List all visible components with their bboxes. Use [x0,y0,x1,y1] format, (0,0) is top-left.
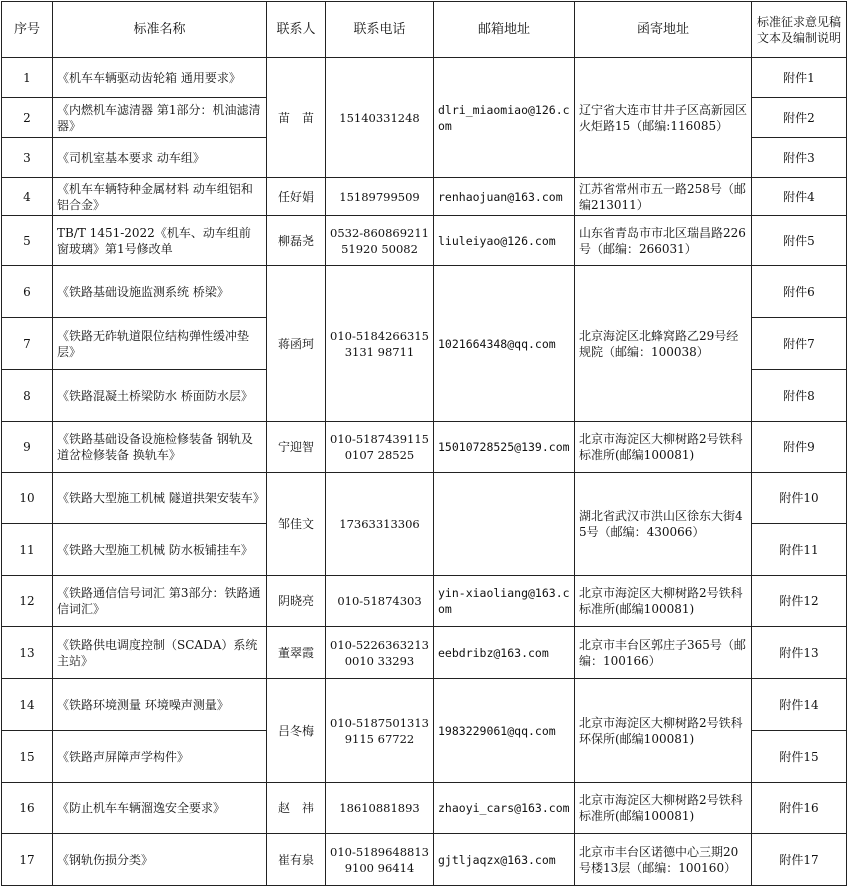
row-seq: 4 [2,178,53,216]
table-row [2,266,847,318]
row-address: 北京市海淀区大柳树路2号铁科标准所(邮编100081) [575,783,752,834]
table-row [2,627,847,679]
row-attachment[interactable]: 附件8 [752,370,847,422]
row-attachment[interactable]: 附件2 [752,98,847,138]
row-address: 辽宁省大连市甘井子区高新园区火炬路15（邮编:116085） [575,58,752,178]
row-email[interactable]: gjtljaqzx@163.com [434,834,575,886]
row-address: 北京市海淀区大柳树路2号铁科标准所(邮编100081) [575,422,752,473]
row-seq: 16 [2,783,53,834]
row-attachment[interactable]: 附件13 [752,627,847,679]
header-row [2,2,847,58]
row-email[interactable]: dlri_miaomiao@126.com [434,58,575,178]
row-attachment[interactable]: 附件4 [752,178,847,216]
row-phone: 010-51874391150107 28525 [326,422,434,473]
table-row [2,178,847,216]
row-attachment[interactable]: 附件5 [752,216,847,266]
row-contact: 董翠霞 [267,627,326,679]
row-attachment[interactable]: 附件3 [752,138,847,178]
row-phone: 15140331248 [326,58,434,178]
row-standard-name: 《铁路通信信号词汇 第3部分：铁路通信词汇》 [53,576,267,627]
row-standard-name: 《机车车辆驱动齿轮箱 通用要求》 [53,58,267,98]
row-email[interactable]: liuleiyao@126.com [434,216,575,266]
row-address: 湖北省武汉市洪山区徐东大街45号（邮编：430066） [575,473,752,576]
header-email: 邮箱地址 [434,2,575,58]
row-seq: 3 [2,138,53,178]
row-phone: 15189799509 [326,178,434,216]
table-row [2,473,847,524]
table-row [2,216,847,266]
row-contact: 吕冬梅 [267,679,326,783]
row-email[interactable]: 1021664348@qq.com [434,266,575,422]
row-phone: 010-52263632130010 33293 [326,627,434,679]
header-contact: 联系人 [267,2,326,58]
row-seq: 13 [2,627,53,679]
header-attachment: 标准征求意见稿文本及编制说明 [752,2,847,58]
row-seq: 2 [2,98,53,138]
row-address: 北京市海淀区大柳树路2号铁科标准所(邮编100081) [575,576,752,627]
table-row [2,834,847,886]
row-attachment[interactable]: 附件6 [752,266,847,318]
row-contact: 阴晓亮 [267,576,326,627]
row-phone: 17363313306 [326,473,434,576]
row-email[interactable]: 15010728525@139.com [434,422,575,473]
row-attachment[interactable]: 附件15 [752,731,847,783]
row-attachment[interactable]: 附件7 [752,318,847,370]
row-standard-name: TB/T 1451-2022《机车、动车组前窗玻璃》第1号修改单 [53,216,267,266]
row-contact: 柳磊尧 [267,216,326,266]
row-email[interactable]: yin-xiaoliang@163.com [434,576,575,627]
row-standard-name: 《内燃机车滤清器 第1部分：机油滤清器》 [53,98,267,138]
row-email[interactable]: zhaoyi_cars@163.com [434,783,575,834]
row-seq: 6 [2,266,53,318]
table-row [2,576,847,627]
row-attachment[interactable]: 附件16 [752,783,847,834]
row-standard-name: 《防止机车车辆溜逸安全要求》 [53,783,267,834]
row-seq: 8 [2,370,53,422]
row-attachment[interactable]: 附件14 [752,679,847,731]
row-phone: 18610881893 [326,783,434,834]
header-phone: 联系电话 [326,2,434,58]
row-contact: 赵 祎 [267,783,326,834]
row-seq: 14 [2,679,53,731]
row-attachment[interactable]: 附件9 [752,422,847,473]
row-seq: 7 [2,318,53,370]
row-contact: 苗 苗 [267,58,326,178]
row-standard-name: 《铁路基础设施监测系统 桥梁》 [53,266,267,318]
row-contact: 蒋函珂 [267,266,326,422]
row-seq: 10 [2,473,53,524]
row-email[interactable]: renhaojuan@163.com [434,178,575,216]
row-phone: 0532-86086921151920 50082 [326,216,434,266]
row-seq: 12 [2,576,53,627]
table-row [2,58,847,98]
row-address: 北京市海淀区大柳树路2号铁科环保所(邮编100081) [575,679,752,783]
row-attachment[interactable]: 附件10 [752,473,847,524]
row-address: 北京市丰台区诺德中心三期20号楼13层（邮编：100160） [575,834,752,886]
row-standard-name: 《机车车辆特种金属材料 动车组铝和铝合金》 [53,178,267,216]
row-seq: 15 [2,731,53,783]
row-address: 江苏省常州市五一路258号（邮编213011） [575,178,752,216]
row-standard-name: 《铁路无砟轨道限位结构弹性缓冲垫层》 [53,318,267,370]
row-attachment[interactable]: 附件17 [752,834,847,886]
table-row [2,679,847,731]
header-name: 标准名称 [53,2,267,58]
row-attachment[interactable]: 附件11 [752,524,847,576]
standards-table [1,1,847,886]
row-contact: 邹佳文 [267,473,326,576]
row-address: 北京海淀区北蜂窝路乙29号经规院（邮编：100038） [575,266,752,422]
row-phone: 010-51875013139115 67722 [326,679,434,783]
row-phone: 010-51896488139100 96414 [326,834,434,886]
row-standard-name: 《钢轨伤损分类》 [53,834,267,886]
row-attachment[interactable]: 附件12 [752,576,847,627]
row-phone: 010-51842663153131 98711 [326,266,434,422]
row-standard-name: 《铁路大型施工机械 防水板铺挂车》 [53,524,267,576]
row-standard-name: 《铁路大型施工机械 隧道拱架安装车》 [53,473,267,524]
row-address: 山东省青岛市市北区瑞昌路226号（邮编：266031） [575,216,752,266]
row-attachment[interactable]: 附件1 [752,58,847,98]
row-standard-name: 《司机室基本要求 动车组》 [53,138,267,178]
table-row [2,783,847,834]
row-seq: 5 [2,216,53,266]
row-standard-name: 《铁路供电调度控制（SCADA）系统主站》 [53,627,267,679]
row-seq: 17 [2,834,53,886]
row-standard-name: 《铁路声屏障声学构件》 [53,731,267,783]
header-address: 函寄地址 [575,2,752,58]
row-standard-name: 《铁路基础设备设施检修装备 钢轨及道岔检修装备 换轨车》 [53,422,267,473]
row-email[interactable]: 1983229061@qq.com [434,679,575,783]
row-seq: 1 [2,58,53,98]
row-contact: 宁迎智 [267,422,326,473]
row-email[interactable] [434,473,575,576]
table-row [2,422,847,473]
header-seq: 序号 [2,2,53,58]
row-seq: 9 [2,422,53,473]
row-contact: 任好娟 [267,178,326,216]
row-contact: 崔有泉 [267,834,326,886]
row-phone: 010-51874303 [326,576,434,627]
row-standard-name: 《铁路环境测量 环境噪声测量》 [53,679,267,731]
row-email[interactable]: eebdribz@163.com [434,627,575,679]
row-seq: 11 [2,524,53,576]
row-address: 北京市丰台区郭庄子365号（邮编：100166） [575,627,752,679]
row-standard-name: 《铁路混凝土桥梁防水 桥面防水层》 [53,370,267,422]
